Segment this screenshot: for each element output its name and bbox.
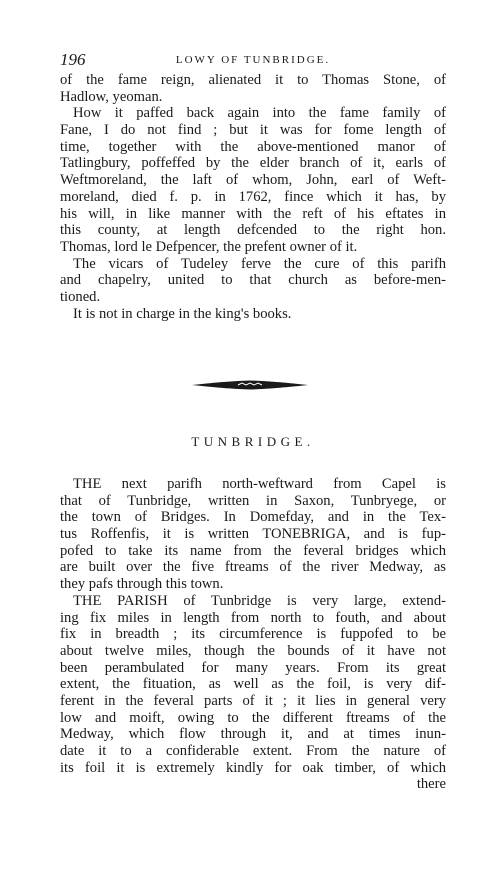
text-line: tus Roffenfis, it is written TONEBRIGA, and is fup- xyxy=(60,526,446,543)
text-line: of the fame reign, alienated it to Thomas Stone, of xyxy=(60,72,446,88)
page-header xyxy=(60,50,446,70)
page-number: 196 xyxy=(60,50,86,69)
running-title: LOWY OF TUNBRIDGE. xyxy=(175,54,331,66)
section-title: TUNBRIDGE. xyxy=(191,434,315,449)
text-line: fix in breadth ; its circumference is fuppofed to be xyxy=(60,626,446,643)
text-line: and chapelry, united to that church as before-men- xyxy=(60,272,446,289)
text-line: this county, at length defcended to the right hon. xyxy=(60,222,446,239)
text-line: about twelve miles, though the bounds of it have not xyxy=(60,642,446,659)
text-line: THE next parifh north-weftward from Capel is xyxy=(73,476,446,492)
text-line: Thomas, lord le Defpencer, the prefent owner of it. xyxy=(60,238,358,255)
text-line: its foil it is extremely kindly for oak timber, of which xyxy=(60,759,446,776)
text-line: ferent in the feveral parts of it ; it lies in general very xyxy=(60,692,446,709)
text-line: been perambulated for many years. From its great xyxy=(60,659,446,676)
text-line: Weftmoreland, the laft of whom, John, earl of Weft- xyxy=(60,172,446,189)
text-line: THE PARISH of Tunbridge is very large, extend- xyxy=(73,592,446,609)
text-line: low and moift, owing to the different ftreams of the xyxy=(60,709,446,726)
text-line: ing fix miles in length from north to fouth, and about xyxy=(60,609,446,626)
text-line: the town of Bridges. In Domefday, and in the Tex- xyxy=(60,509,446,526)
text-line: are built over the five ftreams of the river Medway, as xyxy=(60,559,446,576)
section-divider-ornament xyxy=(190,377,310,393)
text-line: date it to a confiderable extent. From the nature of xyxy=(60,743,446,759)
catchword: there xyxy=(416,776,446,793)
text-line: How it paffed back again into the fame family of xyxy=(73,105,446,122)
text-line: It is not in charge in the king's books. xyxy=(73,305,292,322)
text-line: moreland, died f. p. in 1762, fince which it has, by xyxy=(60,188,446,205)
text-line: Hadlow, yeoman. xyxy=(60,88,163,105)
text-line: pofed to take its name from the feveral bridges which xyxy=(60,542,446,559)
text-block-top xyxy=(60,72,446,322)
text-line: Fane, I do not find ; but it was for fome length of xyxy=(60,122,446,139)
text-line: time, together with the above-mentioned manor of xyxy=(60,138,446,155)
text-line: Tatlingbury, poffeffed by the elder branch of it, earls of xyxy=(60,155,446,172)
text-line: they pafs through this town. xyxy=(60,576,224,593)
text-block-bottom xyxy=(60,476,446,793)
text-line: Medway, which flow through it, and at times inun- xyxy=(60,726,446,743)
text-line: The vicars of Tudeley ferve the cure of this parifh xyxy=(73,255,446,272)
text-line: tioned. xyxy=(60,288,101,305)
text-line: his will, in like manner with the reft of his eftates in xyxy=(60,205,446,222)
text-line: that of Tunbridge, written in Saxon, Tunbryege, or xyxy=(60,492,446,509)
text-line: extent, the fituation, as well as the foil, is very dif- xyxy=(60,676,446,693)
